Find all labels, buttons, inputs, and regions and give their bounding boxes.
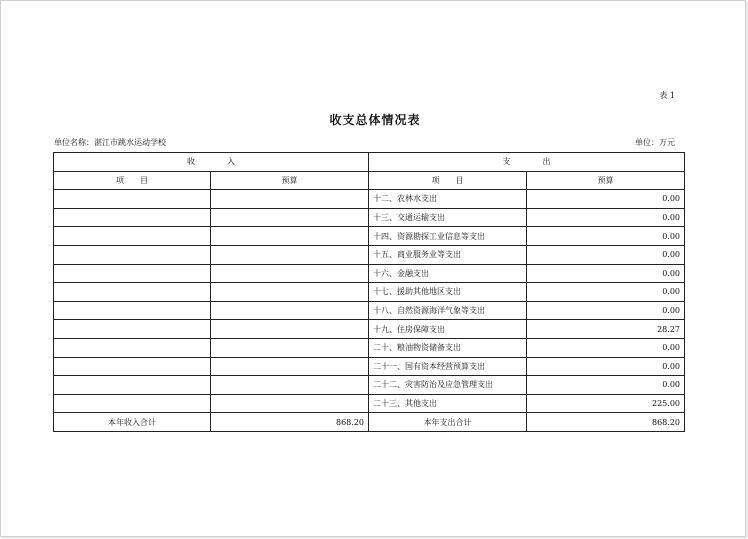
expense-value: 0.00 [527, 245, 685, 264]
expense-budget-header: 预算 [527, 171, 685, 190]
income-value [211, 338, 369, 357]
table-row [54, 245, 685, 264]
expense-value: 225.00 [527, 394, 685, 413]
income-item [54, 394, 211, 413]
table-row [54, 227, 685, 246]
page-title: 收支总体情况表 [329, 113, 421, 127]
income-value [211, 376, 369, 395]
income-item [54, 264, 211, 283]
total-row [54, 413, 685, 432]
expense-item: 十四、资源勘探工业信息等支出 [369, 227, 527, 246]
section-header-row [54, 153, 685, 172]
expense-value: 0.00 [527, 376, 685, 395]
income-budget-header: 预算 [211, 171, 369, 190]
expense-item: 二十三、其他支出 [369, 394, 527, 413]
table-row [54, 264, 685, 283]
income-value [211, 320, 369, 339]
expense-item: 二十、粮油物资储备支出 [369, 338, 527, 357]
table-number: 表 1 [659, 91, 675, 100]
expense-item: 十三、交通运输支出 [369, 208, 527, 227]
expense-header: 支 出 [369, 153, 685, 172]
column-header-row [54, 171, 685, 190]
table-row [54, 320, 685, 339]
income-item [54, 376, 211, 395]
expense-item: 十九、住房保障支出 [369, 320, 527, 339]
income-value [211, 301, 369, 320]
income-item [54, 338, 211, 357]
table-row [54, 394, 685, 413]
income-item-header: 项 目 [54, 171, 211, 190]
expense-item: 十六、金融支出 [369, 264, 527, 283]
table-row [54, 338, 685, 357]
expense-item: 十五、商业服务业等支出 [369, 245, 527, 264]
expense-item-header: 项 目 [369, 171, 527, 190]
expense-value: 0.00 [527, 264, 685, 283]
income-value [211, 227, 369, 246]
income-header: 收 入 [54, 153, 369, 172]
expense-value: 28.27 [527, 320, 685, 339]
income-value [211, 283, 369, 302]
expense-value: 0.00 [527, 208, 685, 227]
table-row [54, 376, 685, 395]
table-row [54, 190, 685, 209]
income-value [211, 357, 369, 376]
budget-table [53, 152, 685, 432]
income-value [211, 394, 369, 413]
income-value [211, 208, 369, 227]
currency-unit: 单位：万元 [635, 138, 675, 147]
income-item [54, 227, 211, 246]
table-row [54, 301, 685, 320]
income-item [54, 190, 211, 209]
expense-total-value: 868.20 [527, 413, 685, 432]
table-row [54, 357, 685, 376]
income-item [54, 283, 211, 302]
income-total-value: 868.20 [211, 413, 369, 432]
income-item [54, 320, 211, 339]
income-value [211, 190, 369, 209]
expense-item: 十八、自然资源海洋气象等支出 [369, 301, 527, 320]
expense-item: 二十一、国有资本经营预算支出 [369, 357, 527, 376]
expense-value: 0.00 [527, 283, 685, 302]
income-item [54, 301, 211, 320]
table-row [54, 208, 685, 227]
expense-total-label: 本年支出合计 [369, 413, 527, 432]
income-value [211, 245, 369, 264]
income-value [211, 264, 369, 283]
income-item [54, 245, 211, 264]
expense-item: 二十二、灾害防治及应急管理支出 [369, 376, 527, 395]
income-item [54, 357, 211, 376]
expense-value: 0.00 [527, 357, 685, 376]
expense-value: 0.00 [527, 338, 685, 357]
unit-name: 单位名称：湛江市跳水运动学校 [54, 138, 166, 147]
income-item [54, 208, 211, 227]
expense-value: 0.00 [527, 190, 685, 209]
expense-value: 0.00 [527, 227, 685, 246]
expense-item: 十二、农林水支出 [369, 190, 527, 209]
table-row [54, 283, 685, 302]
income-total-label: 本年收入合计 [54, 413, 211, 432]
expense-item: 十七、援助其他地区支出 [369, 283, 527, 302]
expense-value: 0.00 [527, 301, 685, 320]
